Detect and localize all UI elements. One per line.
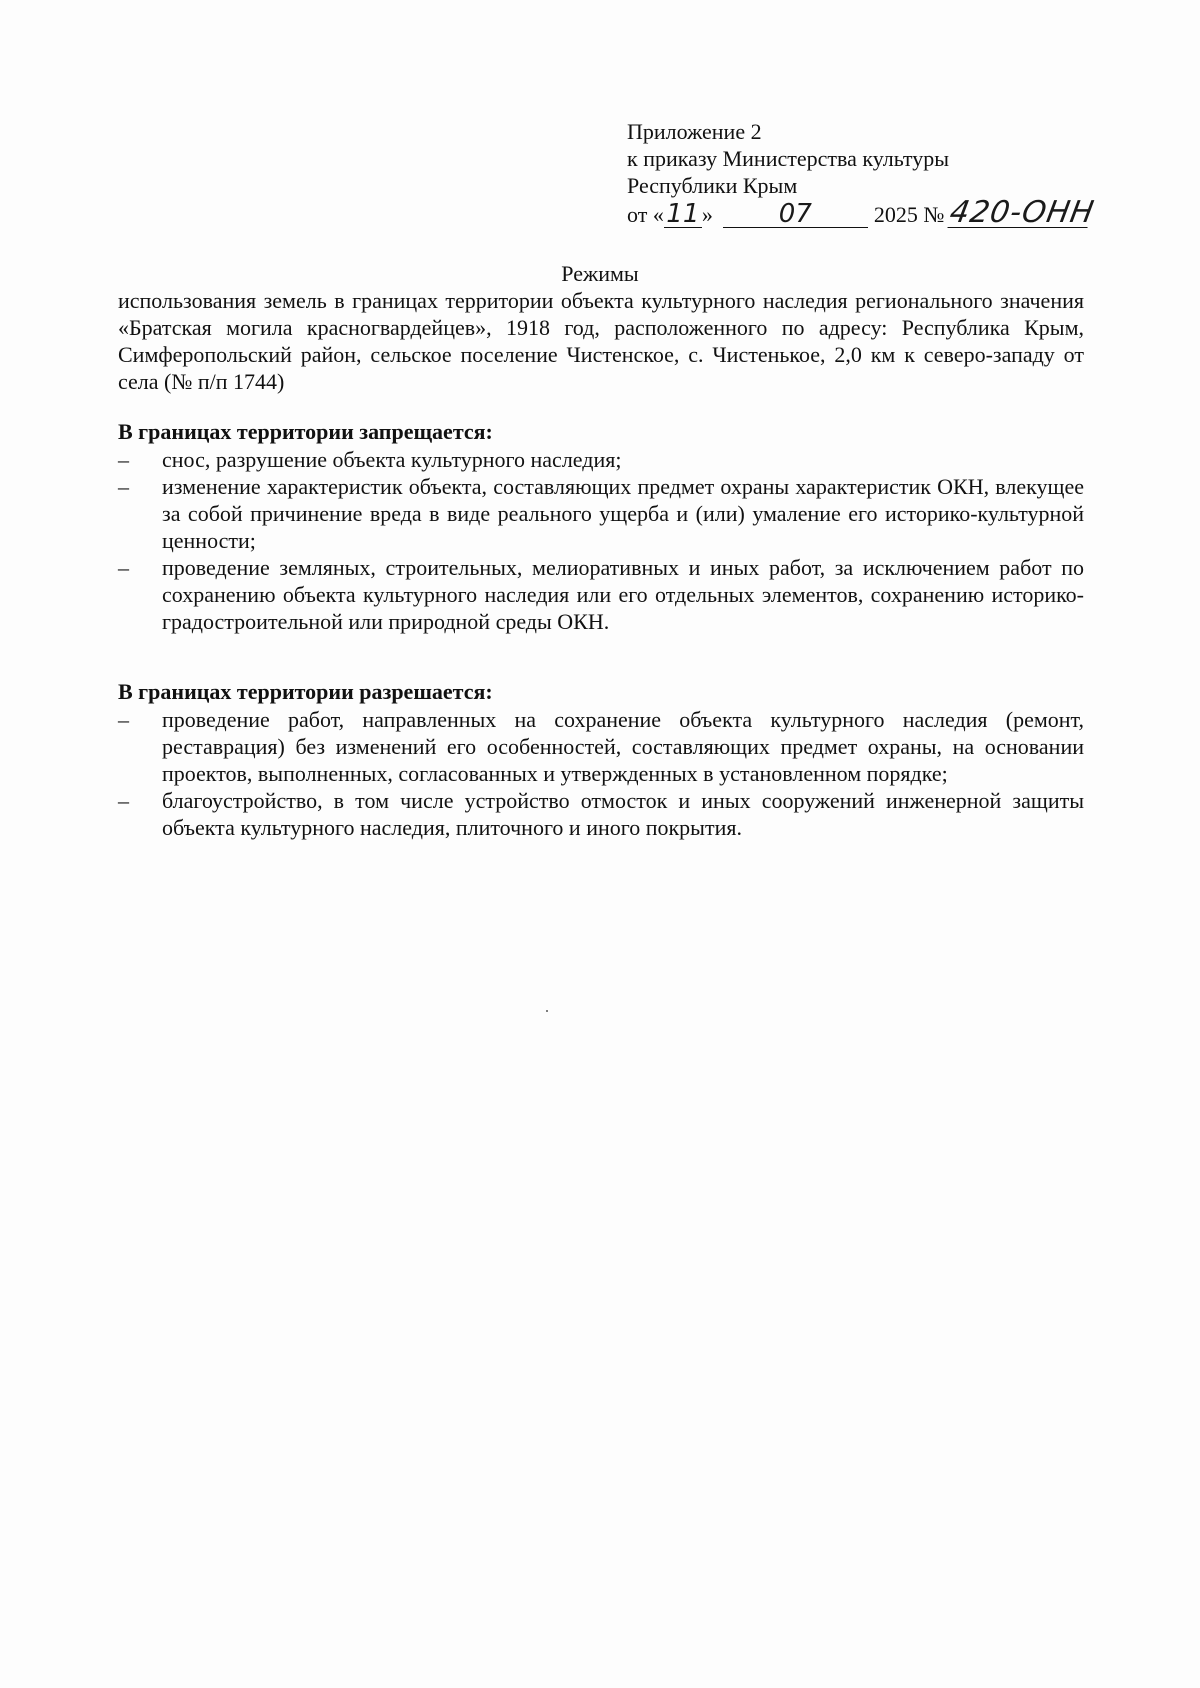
bullet-dash: – [118,788,129,813]
scan-speck [546,1010,548,1012]
bullet-dash: – [118,447,129,472]
order-date-line [627,195,1097,230]
list-item [118,787,1084,841]
date-close-quote: » [701,202,713,227]
date-day-handwritten: 11 [664,201,702,228]
order-number-handwritten: 420-ОНН [946,195,1097,230]
list-item-text: благоустройство, в том числе устройство отмосток и иных сооружений инженерной защиты объекта культурного наследия, плиточного и иного покрытия. [162,788,1084,840]
appendix-label: Приложение 2 [627,119,762,144]
order-reference: к приказу Министерства культуры [627,146,950,171]
list-item [118,473,1084,554]
republic-name: Республики Крым [627,173,798,198]
bullet-dash: – [118,555,129,580]
bullet-dash: – [118,707,129,732]
prohibited-list [118,446,1084,635]
appendix-block [627,118,1097,229]
permitted-heading: В границах территории разрешается: [118,679,493,704]
document-title: Режимы [561,261,639,286]
prohibited-heading: В границах территории запрещается: [118,419,493,444]
date-year-number-label: 2025 № [873,202,945,227]
document-intro: использования земель в границах территории объекта культурного наследия регионального значения «Братская могила красногвардейцев», 1918 год, расположенного по адресу: Республика Крым, Симферопольский район, сельское поселение Чистенское, с. Чистенькое, 2,0 км к северо-западу от села (№ п/п 1744) [118,288,1084,394]
list-item [118,446,1084,473]
list-item-text: проведение работ, направленных на сохранение объекта культурного наследия (ремонт, реставрация) без изменений его особенностей, составляющих предмет охраны, на основании проектов, выполненных, согласованных и утвержденных в установленном порядке; [162,707,1084,786]
list-item-text: снос, разрушение объекта культурного наследия; [162,447,622,472]
list-item [118,554,1084,635]
permitted-list [118,706,1084,841]
list-item [118,706,1084,787]
date-prefix: от « [627,202,664,227]
date-month-handwritten: 07 [723,201,868,228]
list-item-text: проведение земляных, строительных, мелиоративных и иных работ, за исключением работ по сохранению объекта культурного наследия или его отдельных элементов, сохранению историко-градостроительной или природной среды ОКН. [162,555,1084,634]
bullet-dash: – [118,474,129,499]
list-item-text: изменение характеристик объекта, составляющих предмет охраны характеристик ОКН, влекущее за собой причинение вреда в виде реального ущерба и (или) умаление его историко-культурной ценности; [162,474,1084,553]
